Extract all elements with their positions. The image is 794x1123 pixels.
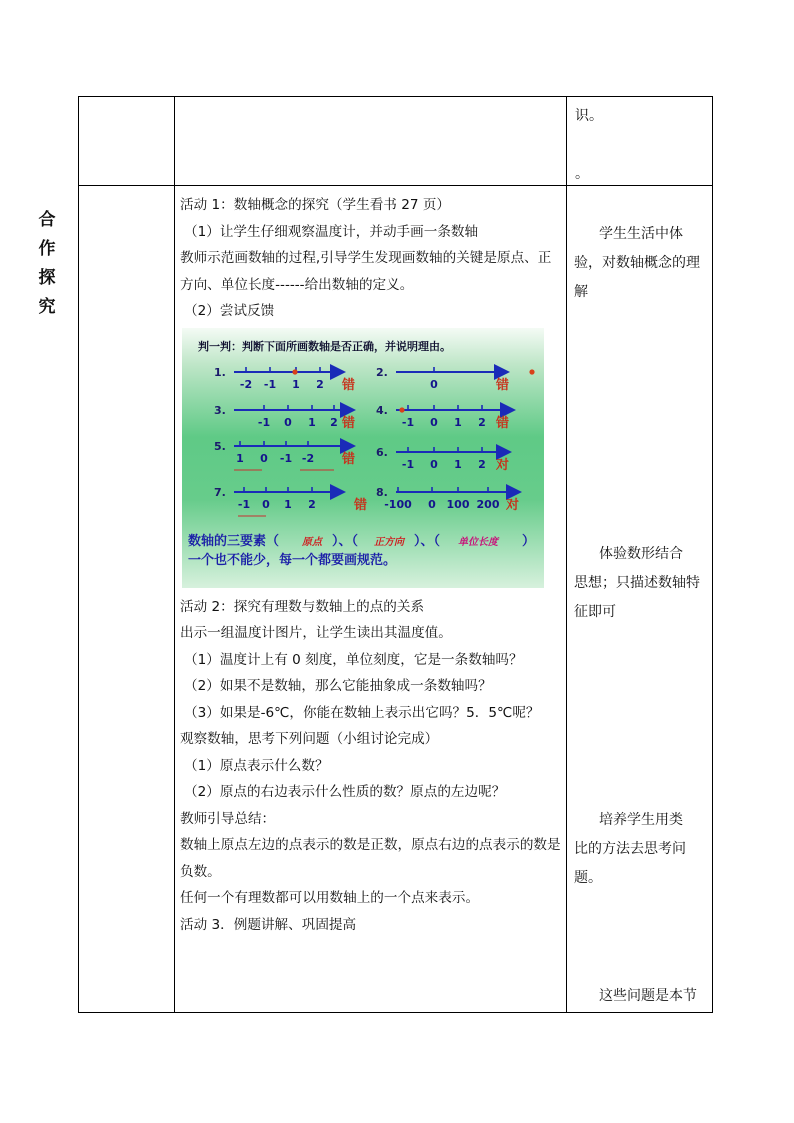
activity1-title: 活动 1：数轴概念的探究（学生看书 27 页）	[180, 197, 451, 213]
sep1: ）、（	[332, 533, 359, 549]
number-line-item	[376, 366, 535, 393]
tick-label: 0	[430, 415, 438, 429]
note-rest: 验，对数轴概念的理解	[574, 255, 700, 300]
origin-dot	[292, 369, 297, 374]
tick-label: -2	[239, 377, 253, 391]
tick-label: 2	[308, 497, 316, 511]
slogan: 一个也不能少，每一个都要画规范。	[188, 552, 397, 568]
tick-label: 0	[262, 497, 270, 511]
stage-char: 合	[38, 210, 56, 230]
verdict-mark: 对	[506, 497, 520, 513]
note-fragment: 。	[575, 166, 589, 182]
tick-label: 1	[236, 451, 244, 465]
teaching-note	[574, 540, 706, 627]
verdict-mark: 错	[342, 377, 356, 393]
item-number: 4.	[376, 403, 388, 417]
tick-label: -2	[301, 451, 315, 465]
content-cell-empty	[175, 97, 567, 186]
note-line: 培养学生用类	[599, 812, 683, 828]
lesson-table	[78, 96, 713, 1013]
tick-label: 2	[478, 457, 486, 471]
stage-char: 作	[38, 239, 56, 259]
tick-label: -1	[263, 377, 277, 391]
verdict-mark: 错	[354, 497, 368, 513]
notes-cell-top	[567, 97, 713, 186]
verdict-mark: 错	[342, 451, 356, 467]
number-line-item	[376, 486, 520, 513]
tick-label: 1	[454, 415, 462, 429]
tick-label: -100	[384, 497, 412, 511]
number-line-item	[214, 366, 355, 393]
three-elements-label: 数轴的三要素（	[188, 533, 280, 549]
teaching-note	[574, 220, 706, 307]
tick-label: -1	[401, 457, 415, 471]
unit-answer: 单位长度	[458, 536, 498, 548]
teaching-note	[574, 982, 706, 1011]
tick-label: -1	[401, 415, 415, 429]
content-cell	[175, 186, 567, 1013]
figure-title: 判一判：判断下面所画数轴是否正确，并说明理由。	[198, 339, 451, 353]
number-line-quiz-svg	[182, 328, 544, 588]
a2-intro: 出示一组温度计图片，让学生读出其温度值。	[180, 625, 452, 641]
item-number: 5.	[214, 439, 226, 453]
a2-q3: （3）如果是-6℃，你能在数轴上表示出它吗？5．5℃呢？	[184, 704, 540, 721]
stage-label	[37, 206, 57, 322]
stage-char: 究	[38, 297, 56, 317]
close-paren: ）	[522, 533, 536, 549]
sep2: ）、（	[414, 533, 441, 549]
number-line-quiz-figure	[182, 328, 544, 588]
note-line: 这些问题是本节	[599, 988, 697, 1004]
teaching-note	[574, 806, 706, 893]
tick-label: 1	[308, 415, 316, 429]
stage-cell	[79, 186, 175, 1013]
origin-answer: 原点	[302, 536, 322, 548]
a2-q2: （2）如果不是数轴，那么它能抽象成一条数轴吗？	[184, 678, 492, 694]
tick-label: -1	[257, 415, 271, 429]
verdict-mark: 错	[496, 377, 510, 393]
a1-step1: （1）让学生仔细观察温度计，并动手画一条数轴	[184, 223, 479, 240]
stage-cell-empty	[79, 97, 175, 186]
table-row	[79, 97, 713, 186]
tick-label: -1	[237, 497, 251, 511]
tick-label: 100	[446, 497, 470, 511]
verdict-mark: 对	[496, 457, 510, 473]
svg-text:数轴的三要素（ 原点	[188, 533, 535, 549]
observe-instruction: 观察数轴，思考下列问题（小组讨论完成）	[180, 731, 439, 747]
summary-title: 教师引导总结：	[180, 810, 276, 827]
tick-label: 2	[330, 415, 338, 429]
tick-label: 0	[430, 377, 438, 391]
note-rest: 思想；只描述数轴特征即可	[574, 575, 700, 620]
summary2: 任何一个有理数都可以用数轴上的一个点来表示。	[180, 890, 480, 906]
a2-q1: （1）温度计上有 0 刻度，单位刻度，它是一条数轴吗？	[184, 651, 523, 668]
a1-text: 教师示范画数轴的过程,引导学生发现画数轴的关键是原点、正方向、单位长度------给出数轴的定义。	[180, 250, 552, 293]
item-number: 8.	[376, 485, 388, 499]
tick-label: -1	[279, 451, 293, 465]
table-row	[79, 186, 713, 1013]
tick-label: 2	[316, 377, 324, 391]
verdict-mark: 错	[342, 415, 356, 431]
origin-dot	[399, 407, 404, 412]
summary1: 数轴上原点左边的点表示的数是正数，原点右边的点表示的数是负数。	[180, 837, 561, 880]
item-number: 7.	[214, 485, 226, 499]
a1-step2: （2）尝试反馈	[184, 303, 275, 319]
tick-label: 1	[292, 377, 300, 391]
o-q1: （1）原点表示什么数？	[184, 757, 329, 774]
tick-label: 0	[260, 451, 268, 465]
tick-label: 1	[284, 497, 292, 511]
note-line: 学生生活中体	[599, 226, 683, 242]
note-rest: 比的方法去思考问题。	[574, 841, 686, 886]
number-line-item	[214, 404, 355, 431]
number-line-item	[214, 440, 355, 467]
verdict-mark: 错	[496, 415, 510, 431]
number-line-item	[376, 404, 514, 431]
tick-label: 0	[284, 415, 292, 429]
tick-label: 200	[476, 497, 500, 511]
tick-label: 1	[454, 457, 462, 471]
direction-answer: 正方向	[374, 536, 404, 548]
item-number: 6.	[376, 445, 388, 459]
number-line-item	[376, 446, 510, 473]
tick-label: 2	[478, 415, 486, 429]
item-number: 2.	[376, 365, 388, 379]
note-fragment: 识。	[575, 108, 603, 124]
activity2-title: 活动 2：探究有理数与数轴上的点的关系	[180, 598, 425, 615]
origin-dot	[529, 369, 534, 374]
number-line-item	[214, 486, 367, 513]
note-line: 体验数形结合	[599, 546, 683, 562]
tick-label: 0	[430, 457, 438, 471]
stage-char: 探	[38, 268, 56, 288]
tick-label: 0	[428, 497, 436, 511]
activity3-title: 活动 3．例题讲解、巩固提高	[180, 916, 357, 933]
item-number: 3.	[214, 403, 226, 417]
o-q2: （2）原点的右边表示什么性质的数？原点的左边呢？	[184, 784, 506, 800]
notes-cell	[567, 186, 713, 1013]
three-elements-line	[188, 533, 535, 568]
item-number: 1.	[214, 365, 226, 379]
